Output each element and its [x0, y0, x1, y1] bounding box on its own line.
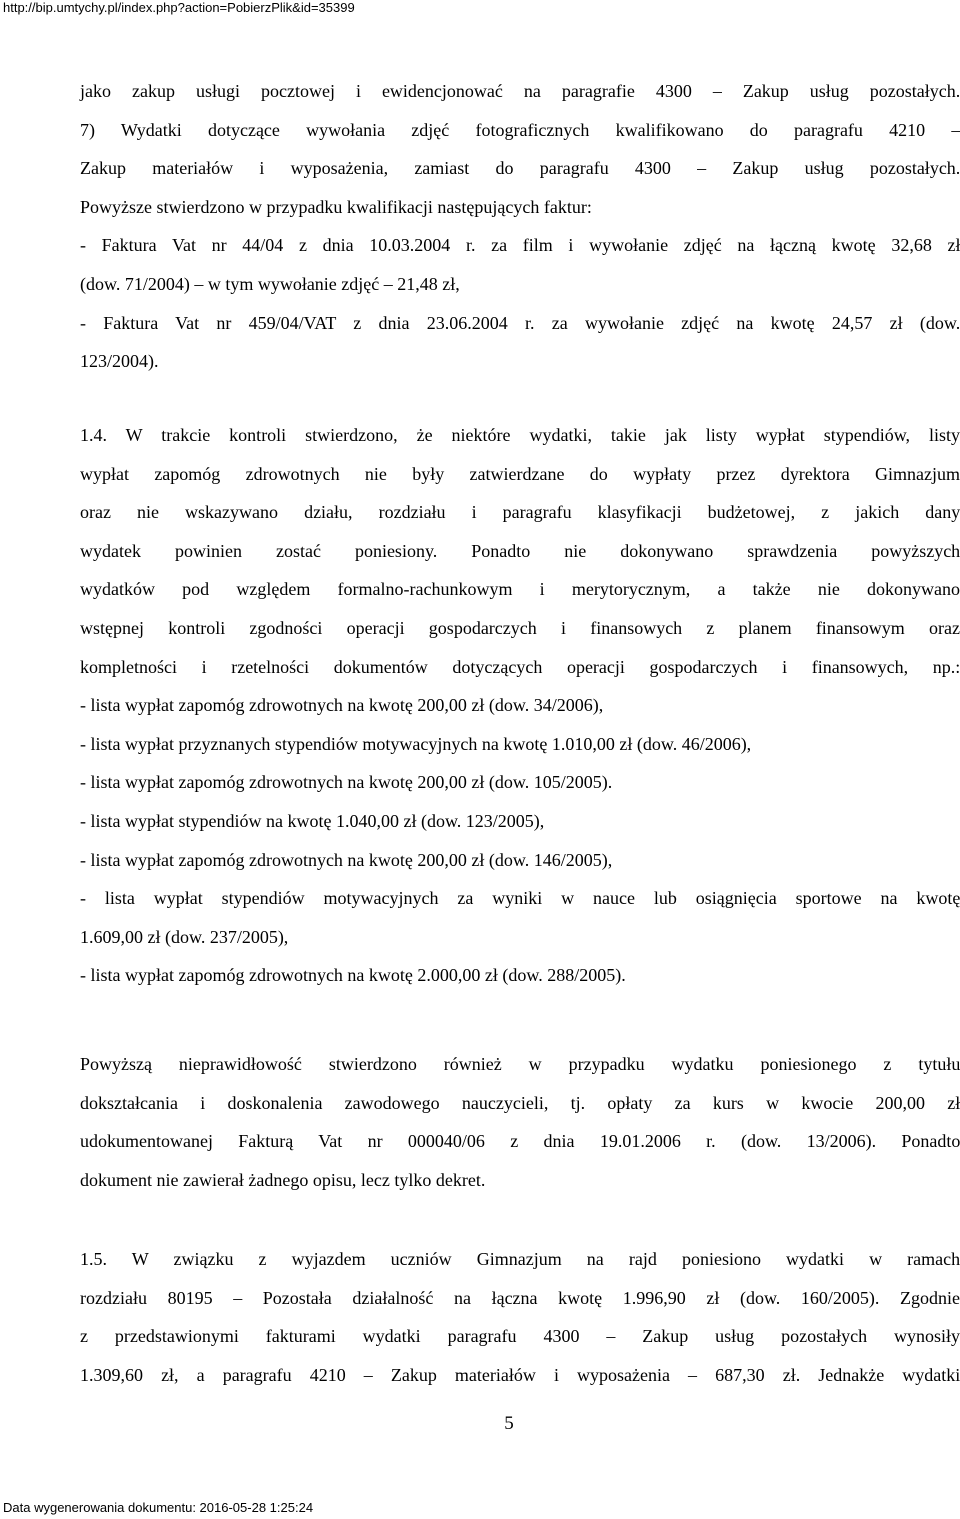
text-line: wstępnej kontroli zgodności operacji gospodarczych i finansowych z planem finansowym oraz	[80, 617, 960, 638]
list-item: - lista wypłat stypendiów na kwotę 1.040,00 zł (dow. 123/2005),	[80, 810, 545, 831]
list-item: - lista wypłat stypendiów motywacyjnych za wyniki w nauce lub osiągnięcia sportowe na kwotę	[80, 888, 960, 909]
text-line: 1.309,60 zł, a paragrafu 4210 – Zakup materiałów i wyposażenia – 687,30 zł. Jednakże wydatki	[80, 1364, 960, 1385]
text-line: Zakup materiałów i wyposażenia, zamiast do paragrafu 4300 – Zakup usług pozostałych.	[80, 158, 960, 179]
text-line: Powyższą nieprawidłowość stwierdzono również w przypadku wydatku poniesionego z tytułu	[80, 1054, 960, 1074]
text-line: Powyższe stwierdzono w przypadku kwalifikacji następujących faktur:	[80, 196, 592, 217]
generation-date: Data wygenerowania dokumentu: 2016-05-28 1:25:24	[3, 1500, 314, 1515]
list-item: - lista wypłat zapomóg zdrowotnych na kwotę 200,00 zł (dow. 105/2005).	[80, 772, 613, 793]
text-line: (dow. 71/2004) – w tym wywołanie zdjęć – 21,48 zł,	[80, 273, 460, 294]
text-line: 1.4. W trakcie kontroli stwierdzono, że niektóre wydatki, takie jak listy wypłat stypendiów, listy	[80, 425, 960, 445]
text-line: wydatków pod względem formalno-rachunkowym i merytorycznym, a także nie dokonywano	[80, 579, 960, 600]
text-line: kompletności i rzetelności dokumentów dotyczących operacji gospodarczych i finansowych, np.:	[80, 656, 960, 677]
text-line: udokumentowanej Fakturą Vat nr 000040/06 z dnia 19.01.2006 r. (dow. 13/2006). Ponadto	[80, 1131, 960, 1152]
list-item: 1.609,00 zł (dow. 237/2005),	[80, 926, 289, 947]
text-line: dokument nie zawierał żadnego opisu, lecz tylko dekret.	[80, 1169, 486, 1190]
page-number: 5	[504, 1413, 514, 1434]
paragraph-block-3	[80, 1045, 960, 1199]
text-line: z przedstawionymi fakturami wydatki paragrafu 4300 – Zakup usług pozostałych wynosiły	[80, 1326, 960, 1347]
source-url: http://bip.umtychy.pl/index.php?action=PobierzPlik&id=35399	[3, 0, 355, 15]
list-item: - lista wypłat zapomóg zdrowotnych na kwotę 200,00 zł (dow. 34/2006),	[80, 695, 604, 716]
text-line: jako zakup usługi pocztowej i ewidencjonować na paragrafie 4300 – Zakup usług pozostałych.	[80, 81, 960, 101]
text-line: wypłat zapomóg zdrowotnych nie były zatwierdzane do wypłaty przez dyrektora Gimnazjum	[80, 463, 960, 484]
text-line: oraz nie wskazywano działu, rozdziału i paragrafu klasyfikacji budżetowej, z jakich dany	[80, 502, 960, 523]
list-item: - lista wypłat przyznanych stypendiów motywacyjnych na kwotę 1.010,00 zł (dow. 46/2006),	[80, 733, 752, 754]
text-line: wydatek powinien zostać poniesiony. Ponadto nie dokonywano sprawdzenia powyższych	[80, 540, 960, 561]
text-line: 7) Wydatki dotyczące wywołania zdjęć fotograficznych kwalifikowano do paragrafu 4210 –	[80, 119, 960, 140]
text-line: 1.5. W związku z wyjazdem uczniów Gimnazjum na rajd poniesiono wydatki w ramach	[80, 1249, 960, 1269]
text-line: rozdziału 80195 – Pozostała działalność na łączna kwotę 1.996,90 zł (dow. 160/2005). Zgodnie	[80, 1287, 960, 1308]
list-item: - lista wypłat zapomóg zdrowotnych na kwotę 2.000,00 zł (dow. 288/2005).	[80, 965, 626, 986]
paragraph-block-4	[80, 1240, 960, 1394]
text-line: dokształcania i doskonalenia zawodowego nauczycieli, tj. opłaty za kurs w kwocie 200,00 zł	[80, 1092, 960, 1113]
paragraph-block-2	[80, 416, 960, 995]
text-line: 123/2004).	[80, 351, 159, 372]
list-item: - lista wypłat zapomóg zdrowotnych na kwotę 200,00 zł (dow. 146/2005),	[80, 849, 613, 870]
text-line: - Faktura Vat nr 459/04/VAT z dnia 23.06.2004 r. za wywołanie zdjęć na kwotę 24,57 zł (dow.	[80, 312, 960, 333]
text-line: - Faktura Vat nr 44/04 z dnia 10.03.2004 r. za film i wywołanie zdjęć na łączną kwotę 32,68 zł	[80, 235, 960, 256]
paragraph-block-1	[80, 72, 960, 381]
